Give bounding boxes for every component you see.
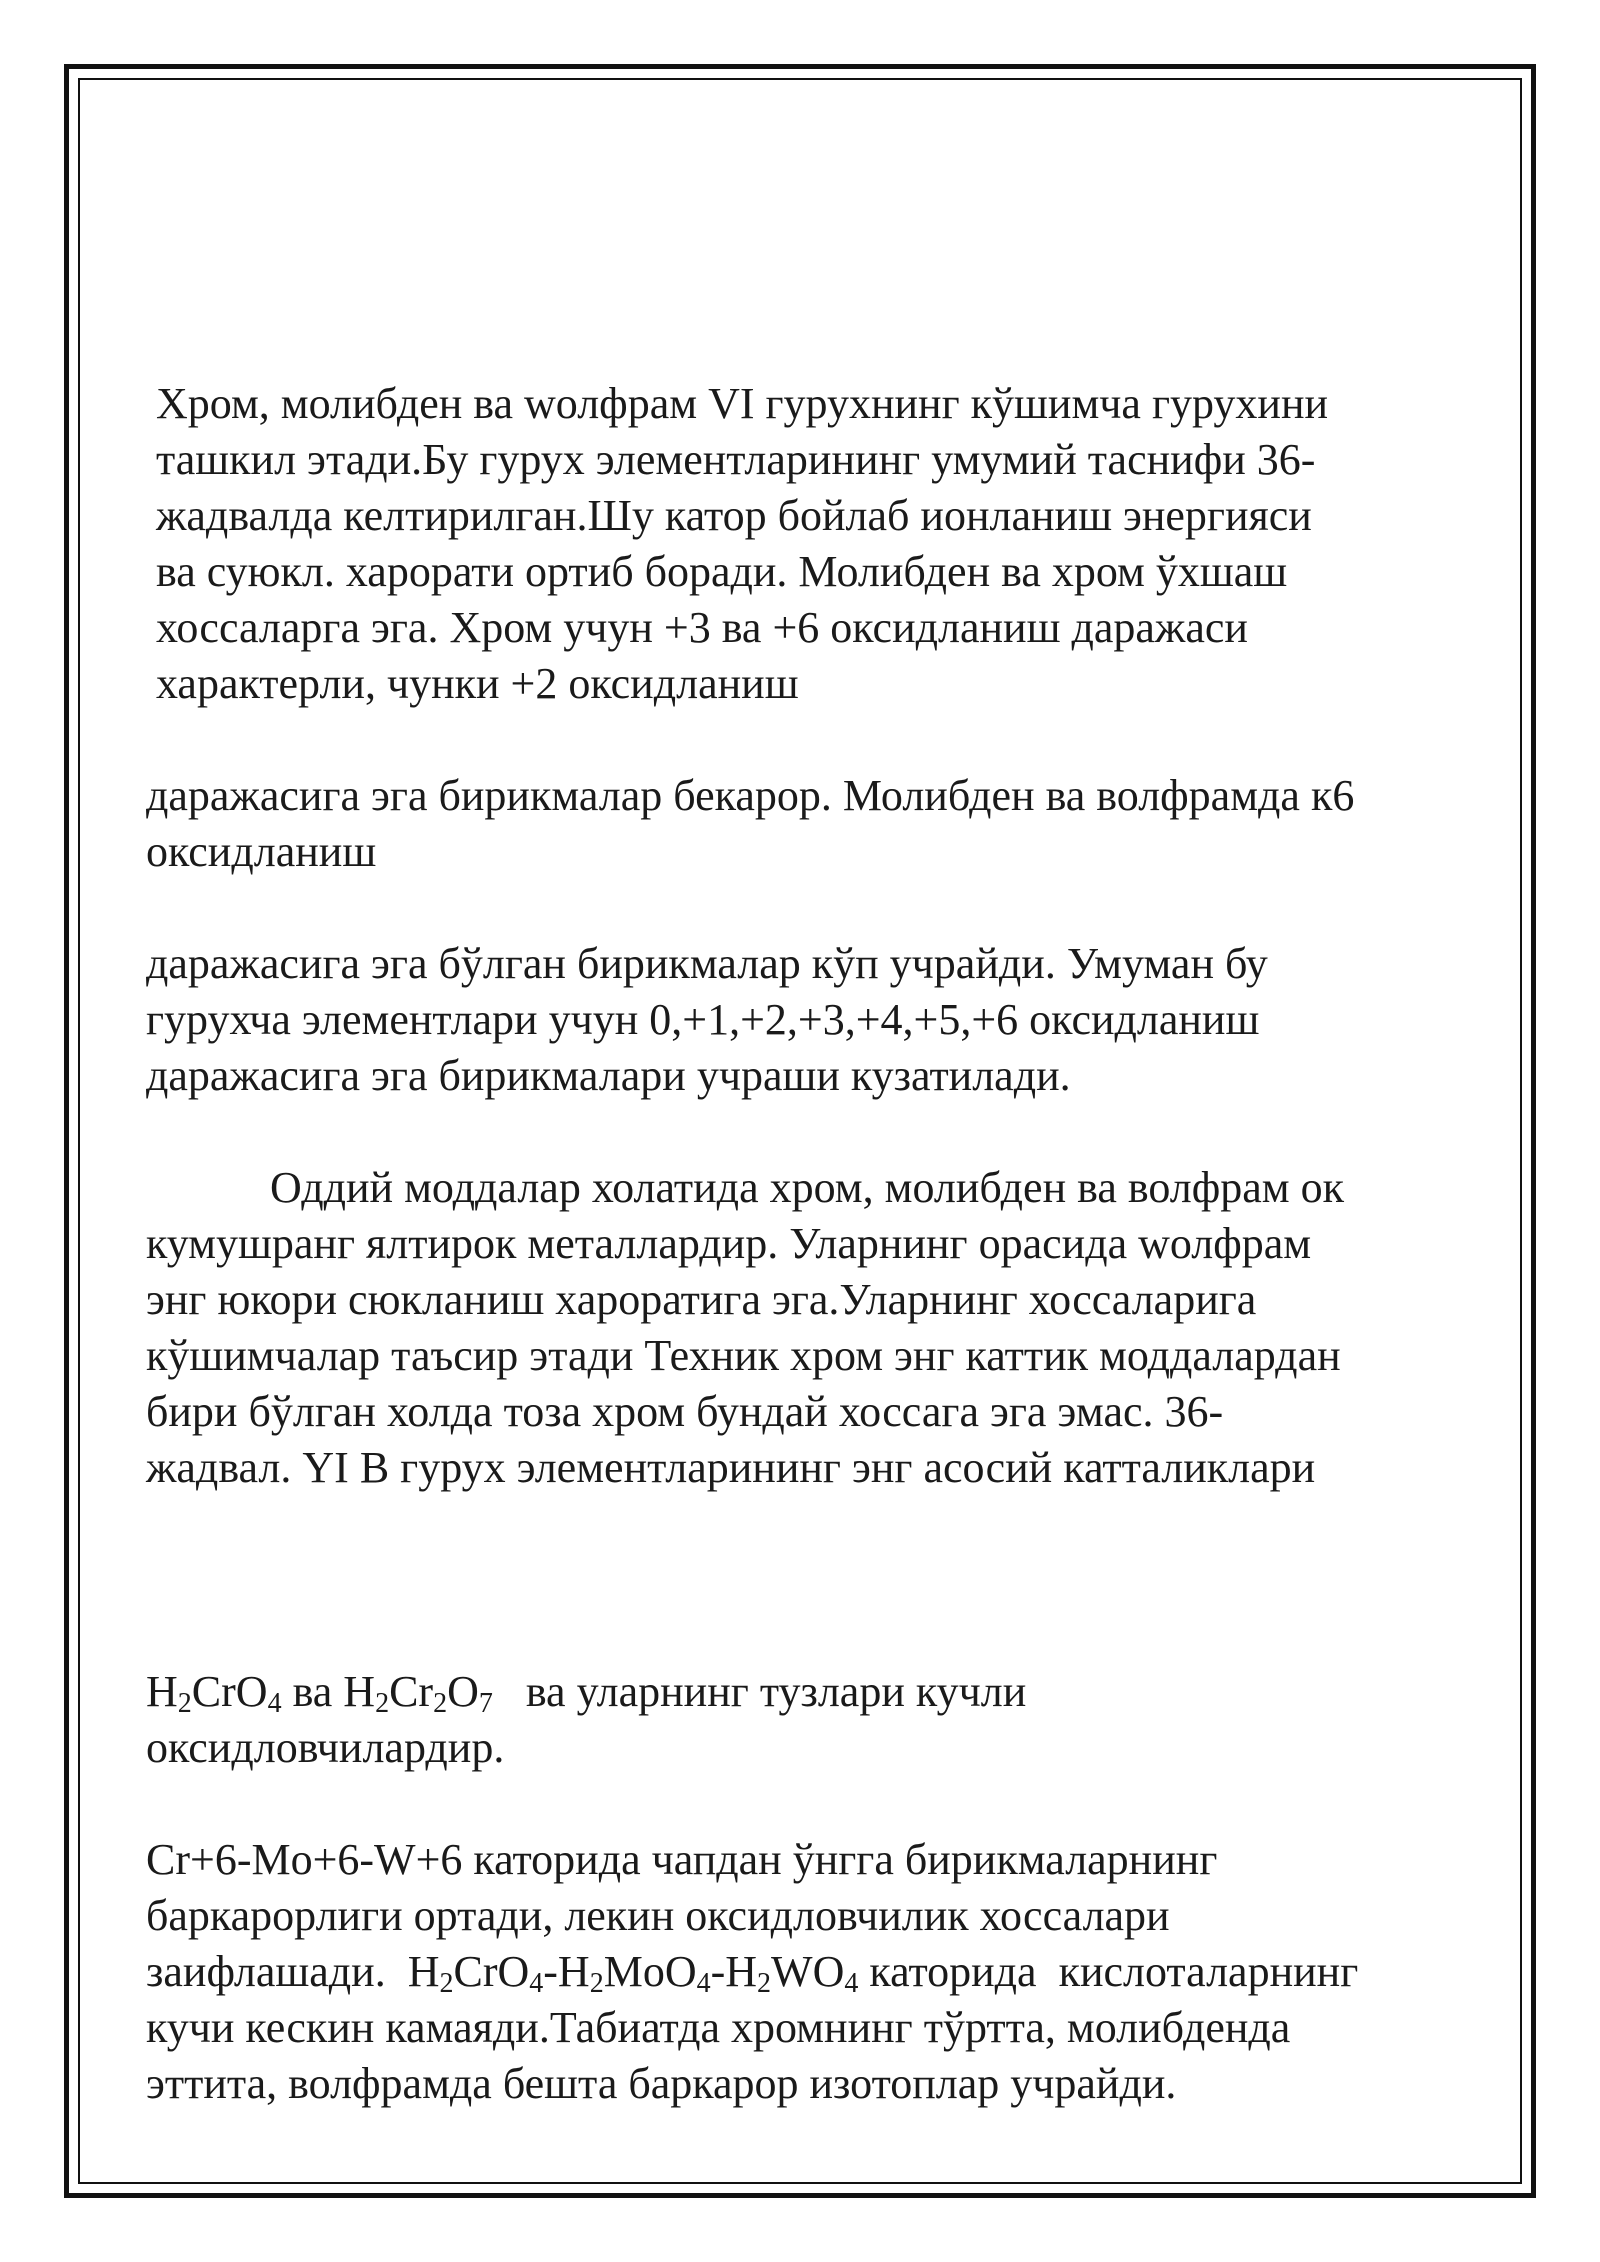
formula-subscript: 4	[529, 1968, 544, 1999]
paragraph-5	[146, 1664, 1506, 1776]
paragraph-6-line-1: Cr+6-Mo+6-W+6 каторида чапдан ўнгга бирикмаларнинг	[146, 1835, 1218, 1884]
paragraph-6-line-3-end: каторида кислоталарнинг	[858, 1947, 1359, 1996]
formula-subscript: 7	[478, 1688, 493, 1719]
formula-subscript: 4	[696, 1968, 711, 1999]
formula-text: WO	[771, 1947, 845, 1996]
formula-text: O	[447, 1667, 479, 1716]
formula-subscript: 2	[177, 1688, 192, 1719]
formula-text: -H	[710, 1947, 758, 1996]
formula-subscript: 4	[267, 1688, 282, 1719]
formula-text: -H	[543, 1947, 590, 1996]
paragraph-3: даражасига эга бўлган бирикмалар кўп учрайди. Умуман бу гурухча элементлари учун 0,+1,+2,+3,+4,+5,+6 оксидланиш даражасига эга бирикмалари учраши кузатилади.	[146, 939, 1268, 1100]
paragraph-6-line-5: эттита, волфрамда бешта баркарор изотоплар учрайди.	[146, 2059, 1177, 2108]
formula-text: H	[146, 1667, 178, 1716]
formula-subscript: 2	[433, 1688, 448, 1719]
paragraph-4-rest: кумушранг ялтирок металлардир. Уларнинг орасида wолфрам энг юкори сюкланиш хароратига эга.Уларнинг хоссаларига кўшимчалар таъсир этади Техник хром энг каттик моддалардан бири бўлган холда тоза хром бундай хоссага эга эмас. 36- жадвал. YI B гурух элементларининг энг асосий катталиклари	[146, 1219, 1341, 1492]
paragraph-5-line-1-tail: ва уларнинг тузлари кучли	[492, 1667, 1027, 1716]
paragraph-gap	[146, 712, 1506, 768]
paragraph-1: Хром, молибден ва wолфрам VI гурухнинг кўшимча гурухини ташкил этади.Бу гурух элементларининг умумий таснифи 36- жадвалда келтирилган.Шу катор бойлаб ионланиш энергияси ва суюкл. харорати ортиб боради. Молибден ва хром ўхшаш хоссаларга эга. Хром учун +3 ва +6 оксидланиш даражаси характерли, чунки +2 оксидланиш	[156, 379, 1329, 708]
paragraph-6	[146, 1832, 1506, 2112]
formula-text: H	[343, 1667, 376, 1716]
formula-text: MoO	[603, 1947, 697, 1996]
conjunction-text: ва	[281, 1667, 344, 1716]
paragraph-5-line-2: оксидловчилардир.	[146, 1723, 505, 1772]
formula-subscript: 2	[439, 1968, 454, 1999]
formula-text: Cr	[389, 1667, 434, 1716]
paragraph-gap	[146, 880, 1506, 936]
document-body	[146, 376, 1506, 2112]
paragraph-2: даражасига эга бирикмалар бекарор. Молибден ва волфрамда к6 оксидланиш	[146, 771, 1355, 876]
paragraph-6-line-2: баркарорлиги ортади, лекин оксидловчилик хоссалари	[146, 1891, 1170, 1940]
paragraph-4	[146, 1160, 1506, 1496]
paragraph-6-line-4: кучи кескин камаяди.Табиатда хромнинг тўртта, молибденда	[146, 2003, 1291, 2052]
paragraph-6-line-3-start: заифлашади.	[146, 1947, 408, 1996]
paragraph-gap	[146, 1496, 1506, 1664]
formula-subscript: 2	[757, 1968, 772, 1999]
paragraph-4-first-line: Оддий моддалар холатида хром, молибден ва волфрам ок	[270, 1163, 1344, 1212]
formula-subscript: 2	[375, 1688, 390, 1719]
formula-subscript: 4	[844, 1968, 859, 1999]
paragraph-gap	[146, 1104, 1506, 1160]
formula-subscript: 2	[589, 1968, 604, 1999]
formula-text: CrO	[453, 1947, 530, 1996]
formula-text: CrO	[191, 1667, 268, 1716]
paragraph-gap	[146, 1776, 1506, 1832]
formula-text: H	[407, 1947, 440, 1996]
